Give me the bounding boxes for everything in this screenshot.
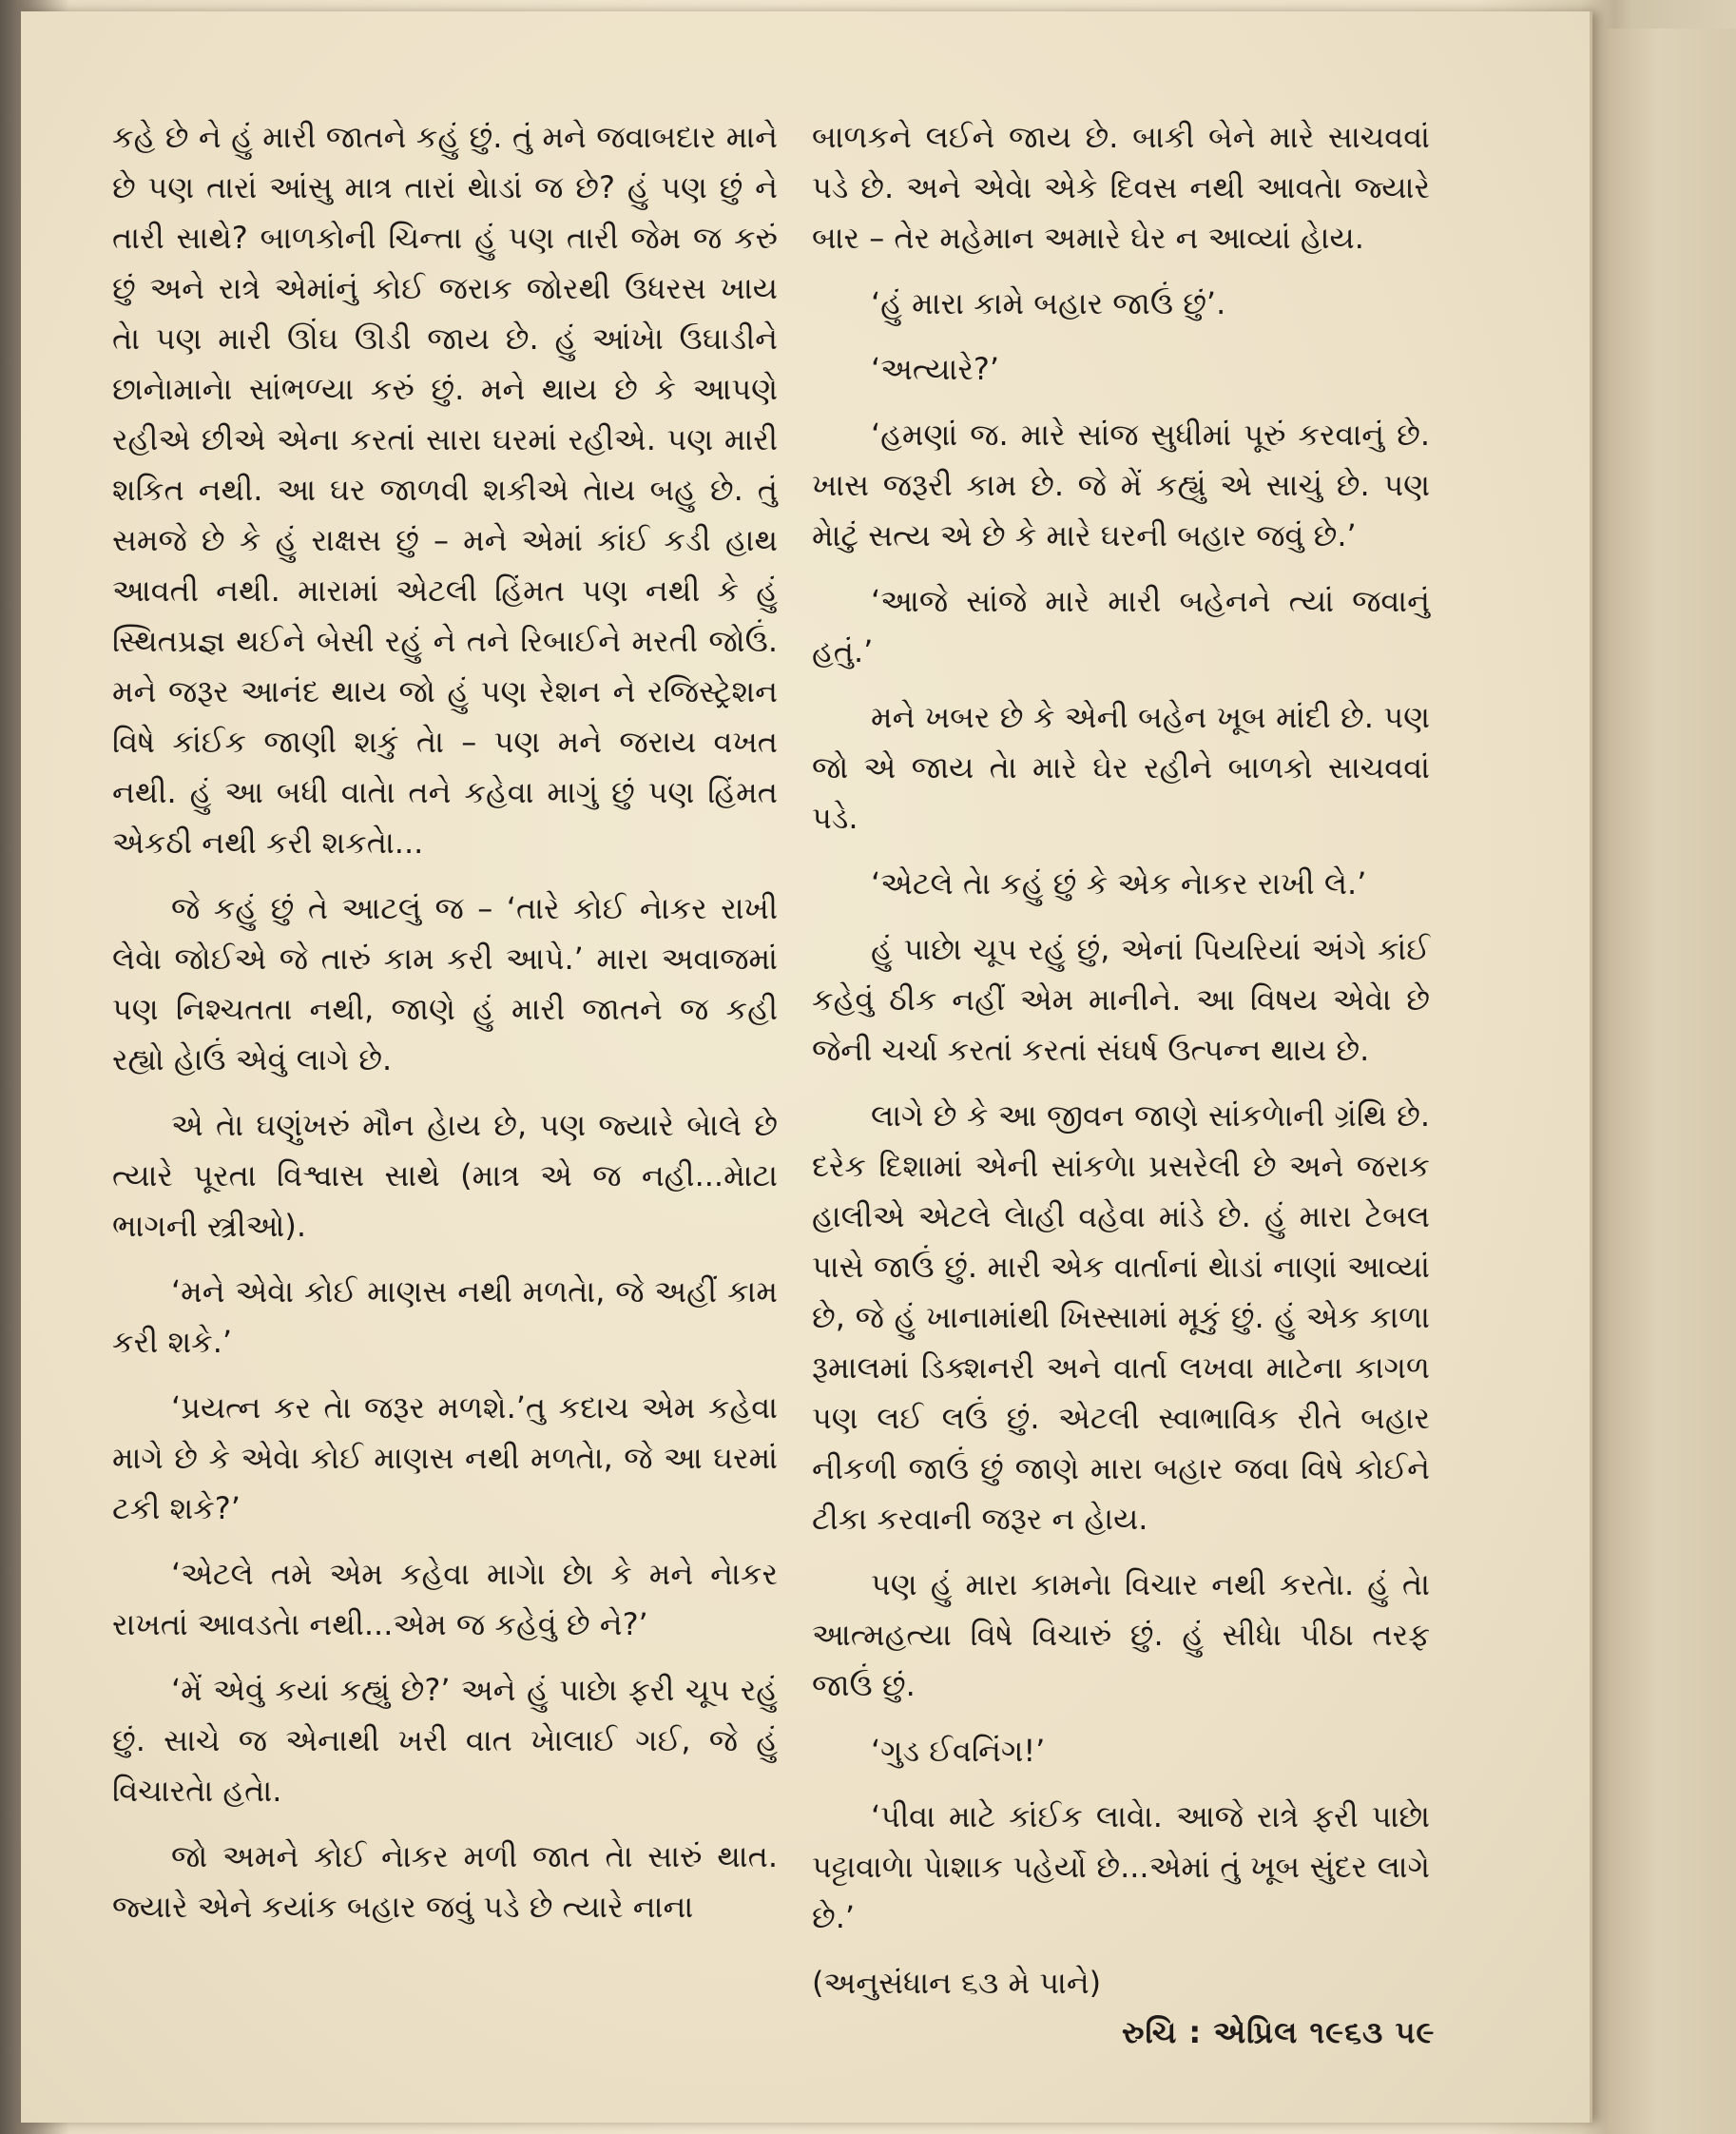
- paragraph: બાળકને લઈને જાય છે. બાકી બેને મારે સાચવવાં પડે છે. અને એવેા એકે દિવસ નથી આવતેા જ્યારે બાર – તેર મહેમાન અમારે ઘેર ન આવ્યાં હેાય.: [812, 119, 1430, 256]
- paragraph: ‘મેં એવું કયાં કહ્યું છે?’ અને હું પાછેા ફરી ચૂપ રહું છું. સાચે જ એનાથી ખરી વાત ખેાલાઈ ગઈ, જે હું વિચારતેા હતેા.: [112, 1672, 778, 1809]
- paragraph: ‘મને એવેા કોઈ માણસ નથી મળતેા, જે અહીં કામ કરી શકે.’: [112, 1273, 778, 1360]
- paragraph: એ તેા ઘણુંખરું મૌન હેાય છે, પણ જ્યારે બેાલે છે ત્યારે પૂરતા વિશ્વાસ સાથે (માત્ર એ જ નહી...મેાટા ભાગની સ્ત્રીઓ).: [112, 1107, 778, 1244]
- paragraph: જો અમને કોઈ નેાકર મળી જાત તેા સારું થાત. જ્યારે એને કયાંક બહાર જવું પડે છે ત્યારે નાના: [112, 1838, 778, 1925]
- paragraph: ‘પીવા માટે કાંઈક લાવેા. આજે રાત્રે ફરી પાછેા પટ્ટાવાળેા પેાશાક પહેર્યો છે...એમાં તું ખૂબ સુંદર લાગે છે.’: [812, 1798, 1430, 1935]
- paragraph: ‘હમણાં જ. મારે સાંજ સુધીમાં પૂરું કરવાનું છે. ખાસ જરૂરી કામ છે. જે મેં કહ્યું એ સાચું છે. પણ મેાટું સત્ય એ છે કે મારે ઘરની બહાર જવું છે.’: [812, 417, 1430, 553]
- paragraph: જે કહું છું તે આટલું જ – ‘તારે કોઈ નેાકર રાખી લેવેા જોઈએ જે તારું કામ કરી આપે.’ મારા અવાજમાં પણ નિશ્ચતતા નથી, જાણે હું મારી જાતને જ કહી રહ્યો હેાઉં એવું લાગે છે.: [112, 890, 778, 1077]
- paragraph: પણ હું મારા કામનેા વિચાર નથી કરતેા. હું તેા આત્મહત્યા વિષે વિચારું છું. હું સીધેા પીઠા તરફ જાઉં છું.: [812, 1566, 1430, 1703]
- paragraph: મને ખબર છે કે એની બહેન ખૂબ માંદી છે. પણ જો એ જાય તેા મારે ઘેર રહીને બાળકો સાચવવાં પડે.: [812, 699, 1430, 836]
- paragraph: લાગે છે કે આ જીવન જાણે સાંકળેાની ગ્રંથિ છે. દરેક દિશામાં એની સાંકળેા પ્રસરેલી છે અને જરાક હાલીએ એટલે લેાહી વહેવા માંડે છે. હું મારા ટેબલ પાસે જાઉં છું. મારી એક વાર્તાનાં થેાડાં નાણાં આવ્યાં છે, જે હું ખાનામાંથી ખિસ્સામાં મૂકું છું. હું એક કાળા રૂમાલમાં ડિક્શનરી અને વાર્તા લખવા માટેના કાગળ પણ લઈ લઉં છું. એટલી સ્વાભાવિક રીતે બહાર નીકળી જાઉં છું જાણે મારા બહાર જવા વિષે કોઈને ટીકા કરવાની જરૂર ન હેાય.: [812, 1097, 1430, 1537]
- paragraph: ‘આજે સાંજે મારે મારી બહેનને ત્યાં જવાનું હતું.’: [812, 583, 1430, 669]
- page-footer: રુચિ : એપ્રિલ ૧૯૬૩ ૫૯: [1122, 2014, 1436, 2050]
- paragraph: ‘એટલે તેા કહું છું કે એક નેાકર રાખી લે.’: [871, 865, 1367, 902]
- paragraph: ‘ગુડ ઈવનિંગ!’: [871, 1733, 1046, 1769]
- paragraph: હું પાછેા ચૂપ રહું છું, એનાં પિયરિયાં અંગે કાંઈ કહેવું ઠીક નહીં એમ માનીને. આ વિષય એવેા છે જેની ચર્ચા કરતાં કરતાં સંઘર્ષ ઉત્પન્ન થાય છે.: [812, 931, 1430, 1068]
- paragraph: ‘હું મારા કામે બહાર જાઉં છું’.: [871, 285, 1226, 321]
- paragraph: ‘એટલે તમે એમ કહેવા માગેા છેા કે મને નેાકર રાખતાં આવડતેા નથી...એમ જ કહેવું છે ને?’: [112, 1556, 778, 1642]
- paragraph: ‘પ્રયત્ન કર તેા જરૂર મળશે.’તુ કદાચ એમ કહેવા માગે છે કે એવેા કોઈ માણસ નથી મળતેા, જે આ ઘરમાં ટકી શકે?’: [112, 1389, 778, 1526]
- right-text-column: [812, 112, 1430, 2024]
- continued-note: (અનુસંધાન ૬૩ મે પાને): [812, 1965, 1102, 2001]
- adjacent-page-edge: [1607, 29, 1736, 2134]
- paragraph: કહે છે ને હું મારી જાતને કહું છું. તું મને જવાબદાર માને છે પણ તારાં આંસુ માત્ર તારાં થેાડાં જ છે? હું પણ છું ને તારી સાથે? બાળકોની ચિન્તા હું પણ તારી જેમ જ કરું છું અને રાત્રે એમાંનું કોઈ જરાક જોરથી ઉધરસ ખાય તેા પણ મારી ઊંઘ ઊડી જાય છે. હું આંખેા ઉઘાડીને છાનેામાનેા સાંભળ્યા કરું છું. મને થાય છે કે આપણે રહીએ છીએ એના કરતાં સારા ઘરમાં રહીએ. પણ મારી શકિત નથી. આ ઘર જાળવી શકીએ તેાય બહુ છે. તું સમજે છે કે હું રાક્ષસ છું – મને એમાં કાંઈ કડી હાથ આવતી નથી. મારામાં એટલી હિંમત પણ નથી કે હું સ્થિતપ્રજ્ઞ થઈને બેસી રહું ને તને રિબાઈને મરતી જોઉં. મને જરૂર આનંદ થાય જો હું પણ રેશન ને રજિસ્ટ્રેશન વિષે કાંઈક જાણી શકું તેા – પણ મને જરાય વખત નથી. હું આ બધી વાતેા તને કહેવા માગું છું પણ હિંમત એકઠી નથી કરી શકતેા...: [112, 119, 778, 861]
- left-text-column: [112, 112, 778, 1948]
- paragraph: ‘અત્યારે?’: [871, 351, 1000, 387]
